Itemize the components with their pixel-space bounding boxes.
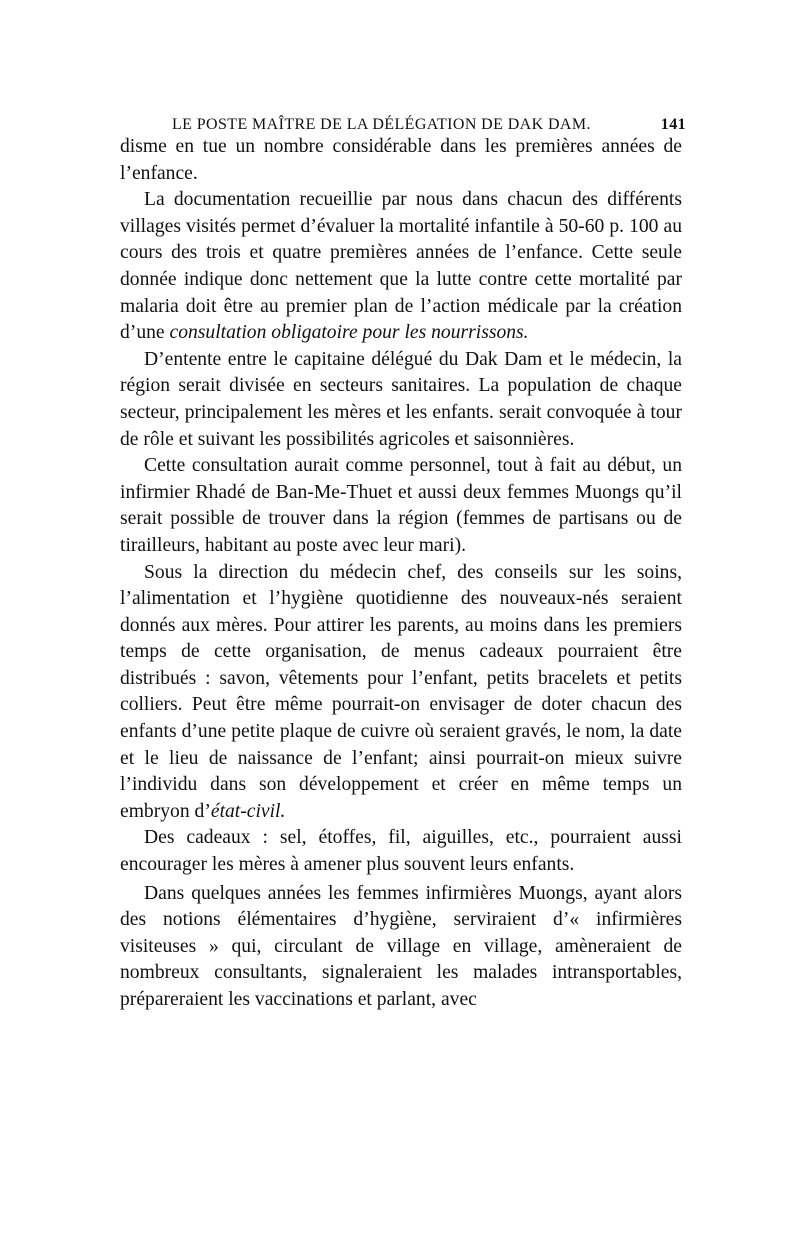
paragraph xyxy=(120,560,682,826)
paragraph-text: D’entente entre le capitaine délégué du Dak Dam et le médecin, la région serait divisée en secteurs sanitaires. La population de chaque secteur, principalement les mères et les enfants. serait convoquée à tour de rôle et suivant les possibilités agricoles et saisonnières. xyxy=(120,348,682,450)
paragraph-text: Dans quelques années les femmes infirmières Muongs, ayant alors des notions élémentaires d’hygiène, serviraient d’« infirmières visiteuses » qui, circulant de village en village, amèneraient de nombreux consultants, signaleraient les malades intransportables, prépareraient les vaccinations et parlant, avec xyxy=(120,882,682,1010)
paragraph-emphasis: consultation obligatoire pour les nourrissons. xyxy=(169,322,529,344)
paragraph xyxy=(120,134,682,187)
running-header xyxy=(120,108,686,134)
paragraph-text: Des cadeaux : sel, étoffes, fil, aiguilles, etc., pourraient aussi encourager les mères à amener plus souvent leurs enfants. xyxy=(120,827,682,876)
paragraph xyxy=(120,187,682,347)
paragraph xyxy=(120,453,682,559)
paragraph-text: disme en tue un nombre considérable dans les premières années de l’enfance. xyxy=(120,136,682,184)
running-title: LE POSTE MAÎTRE DE LA DÉLÉGATION DE DAK DAM. xyxy=(172,116,591,133)
book-page xyxy=(120,108,686,1014)
body-text xyxy=(120,134,682,1014)
paragraph-text: Sous la direction du médecin chef, des conseils sur les soins, l’alimentation et l’hygiène quotidienne des nouveaux-nés seraient donnés aux mères. Pour attirer les parents, au moins dans les premiers temps de cette organisation, de menus cadeaux pourraient être distribués : savon, vêtements pour l’enfant, petits bracelets et petits colliers. Peut être même pourrait-on envisager de doter chacun des enfants d’une petite plaque de cuivre où seraient gravés, le nom, la date et le lieu de naissance de l’enfant; ainsi pourrait-on mieux suivre l’individu dans son développement et créer en même temps un embryon d’ xyxy=(120,561,682,822)
page-number: 141 xyxy=(660,116,686,133)
paragraph-text: Cette consultation aurait comme personnel, tout à fait au début, un infirmier Rhadé de Ban-Me-Thuet et aussi deux femmes Muongs qu’il serait possible de trouver dans la région (femmes de partisans ou de tirailleurs, habitant au poste avec leur mari). xyxy=(120,455,682,556)
paragraph xyxy=(120,825,682,878)
paragraph-text: La documentation recueillie par nous dans chacun des différents villages visités permet d’évaluer la mortalité infantile à 50-60 p. 100 au cours des trois et quatre premières années de l’enfance. Cette seule donnée indique donc nettement que la lutte contre cette mortalité par malaria doit être au premier plan de l’action médicale par la création d’une xyxy=(120,189,682,344)
paragraph xyxy=(120,881,682,1014)
paragraph-emphasis: état-civil. xyxy=(210,800,286,822)
paragraph xyxy=(120,347,682,453)
